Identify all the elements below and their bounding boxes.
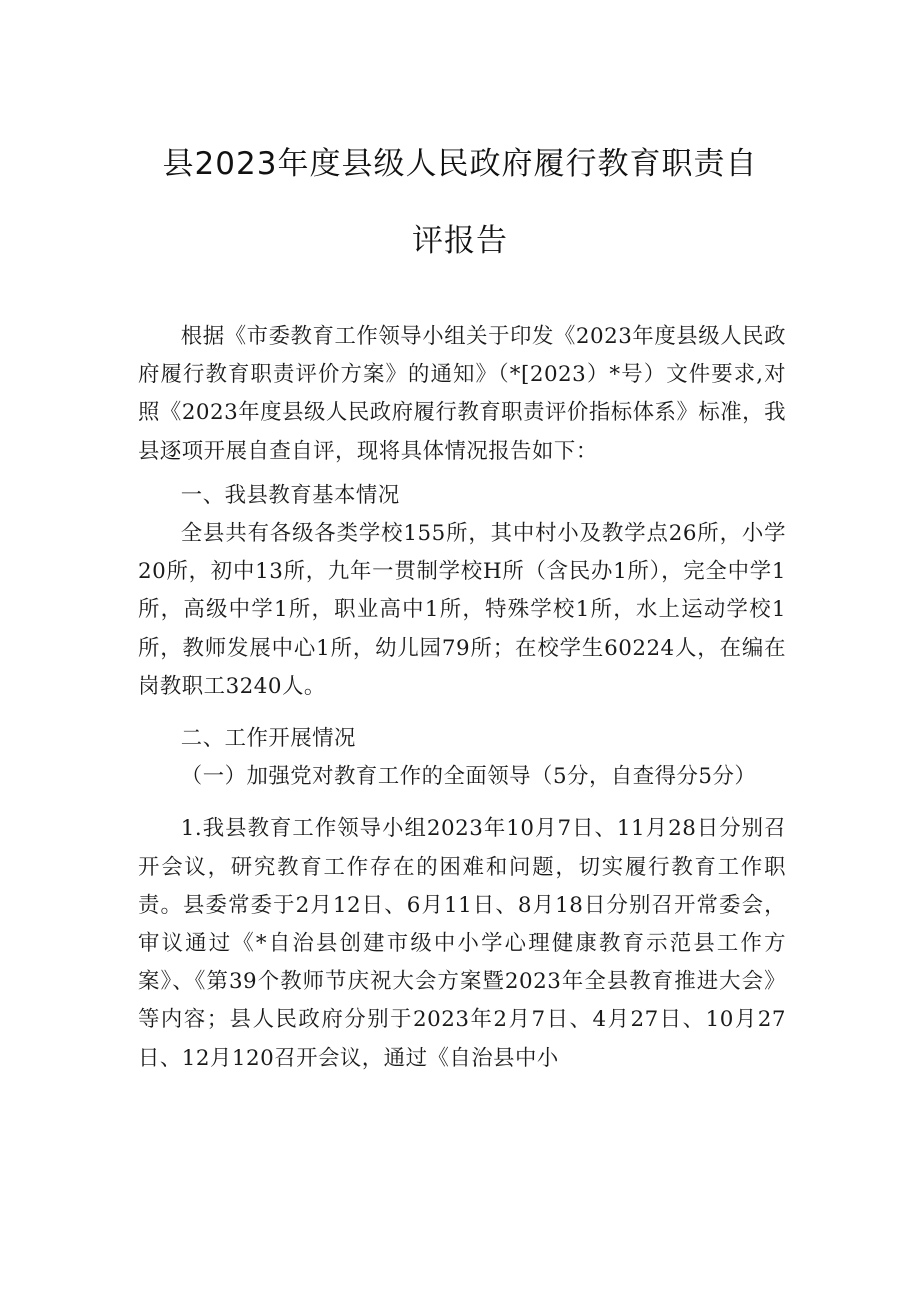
section1-paragraph: 全县共有各级各类学校155所，其中村小及教学点26所，小学20所，初中13所，九年一贯制学校H所（含民办1所），完全中学1所，高级中学1所，职业高中1所，特殊学校1所，水上运动学校1所，教师发展中心1所，幼儿园79所；在校学生60224人，在编在岗教职工3240人。 [138, 521, 786, 699]
intro-paragraph: 根据《市委教育工作领导小组关于印发《2023年度县级人民政府履行教育职责评价方案》的通知》（*[2023）*号）文件要求,对照《2023年度县级人民政府履行教育职责评价指标体系》标准，我县逐项开展自查自评，现将具体情况报告如下： [138, 324, 786, 464]
subsection1-heading: （一）加强党对教育工作的全面领导（5分，自查得分5分） [180, 764, 757, 790]
section1-heading: 一、我县教育基本情况 [180, 482, 400, 508]
document-title-line1: 县2023年度县级人民政府履行教育职责自 [162, 146, 758, 182]
section2-heading: 二、工作开展情况 [180, 726, 356, 752]
document-title-line2: 评报告 [412, 223, 508, 259]
item1-paragraph: 1.我县教育工作领导小组2023年10月7日、11月28日分别召开会议，研究教育工作存在的困难和问题，切实履行教育工作职责。县委常委于2月12日、6月11日、8月18日分别召开常委会，审议通过《*自治县创建市级中小学心理健康教育示范县工作方案》、《第39个教师节庆祝大会方案暨2023年全县教育推进大会》等内容；县人民政府分别于2023年2月7日、4月27日、10月27日、12月120召开会议，通过《自治县中小 [138, 816, 786, 1071]
document-body [138, 318, 786, 1078]
